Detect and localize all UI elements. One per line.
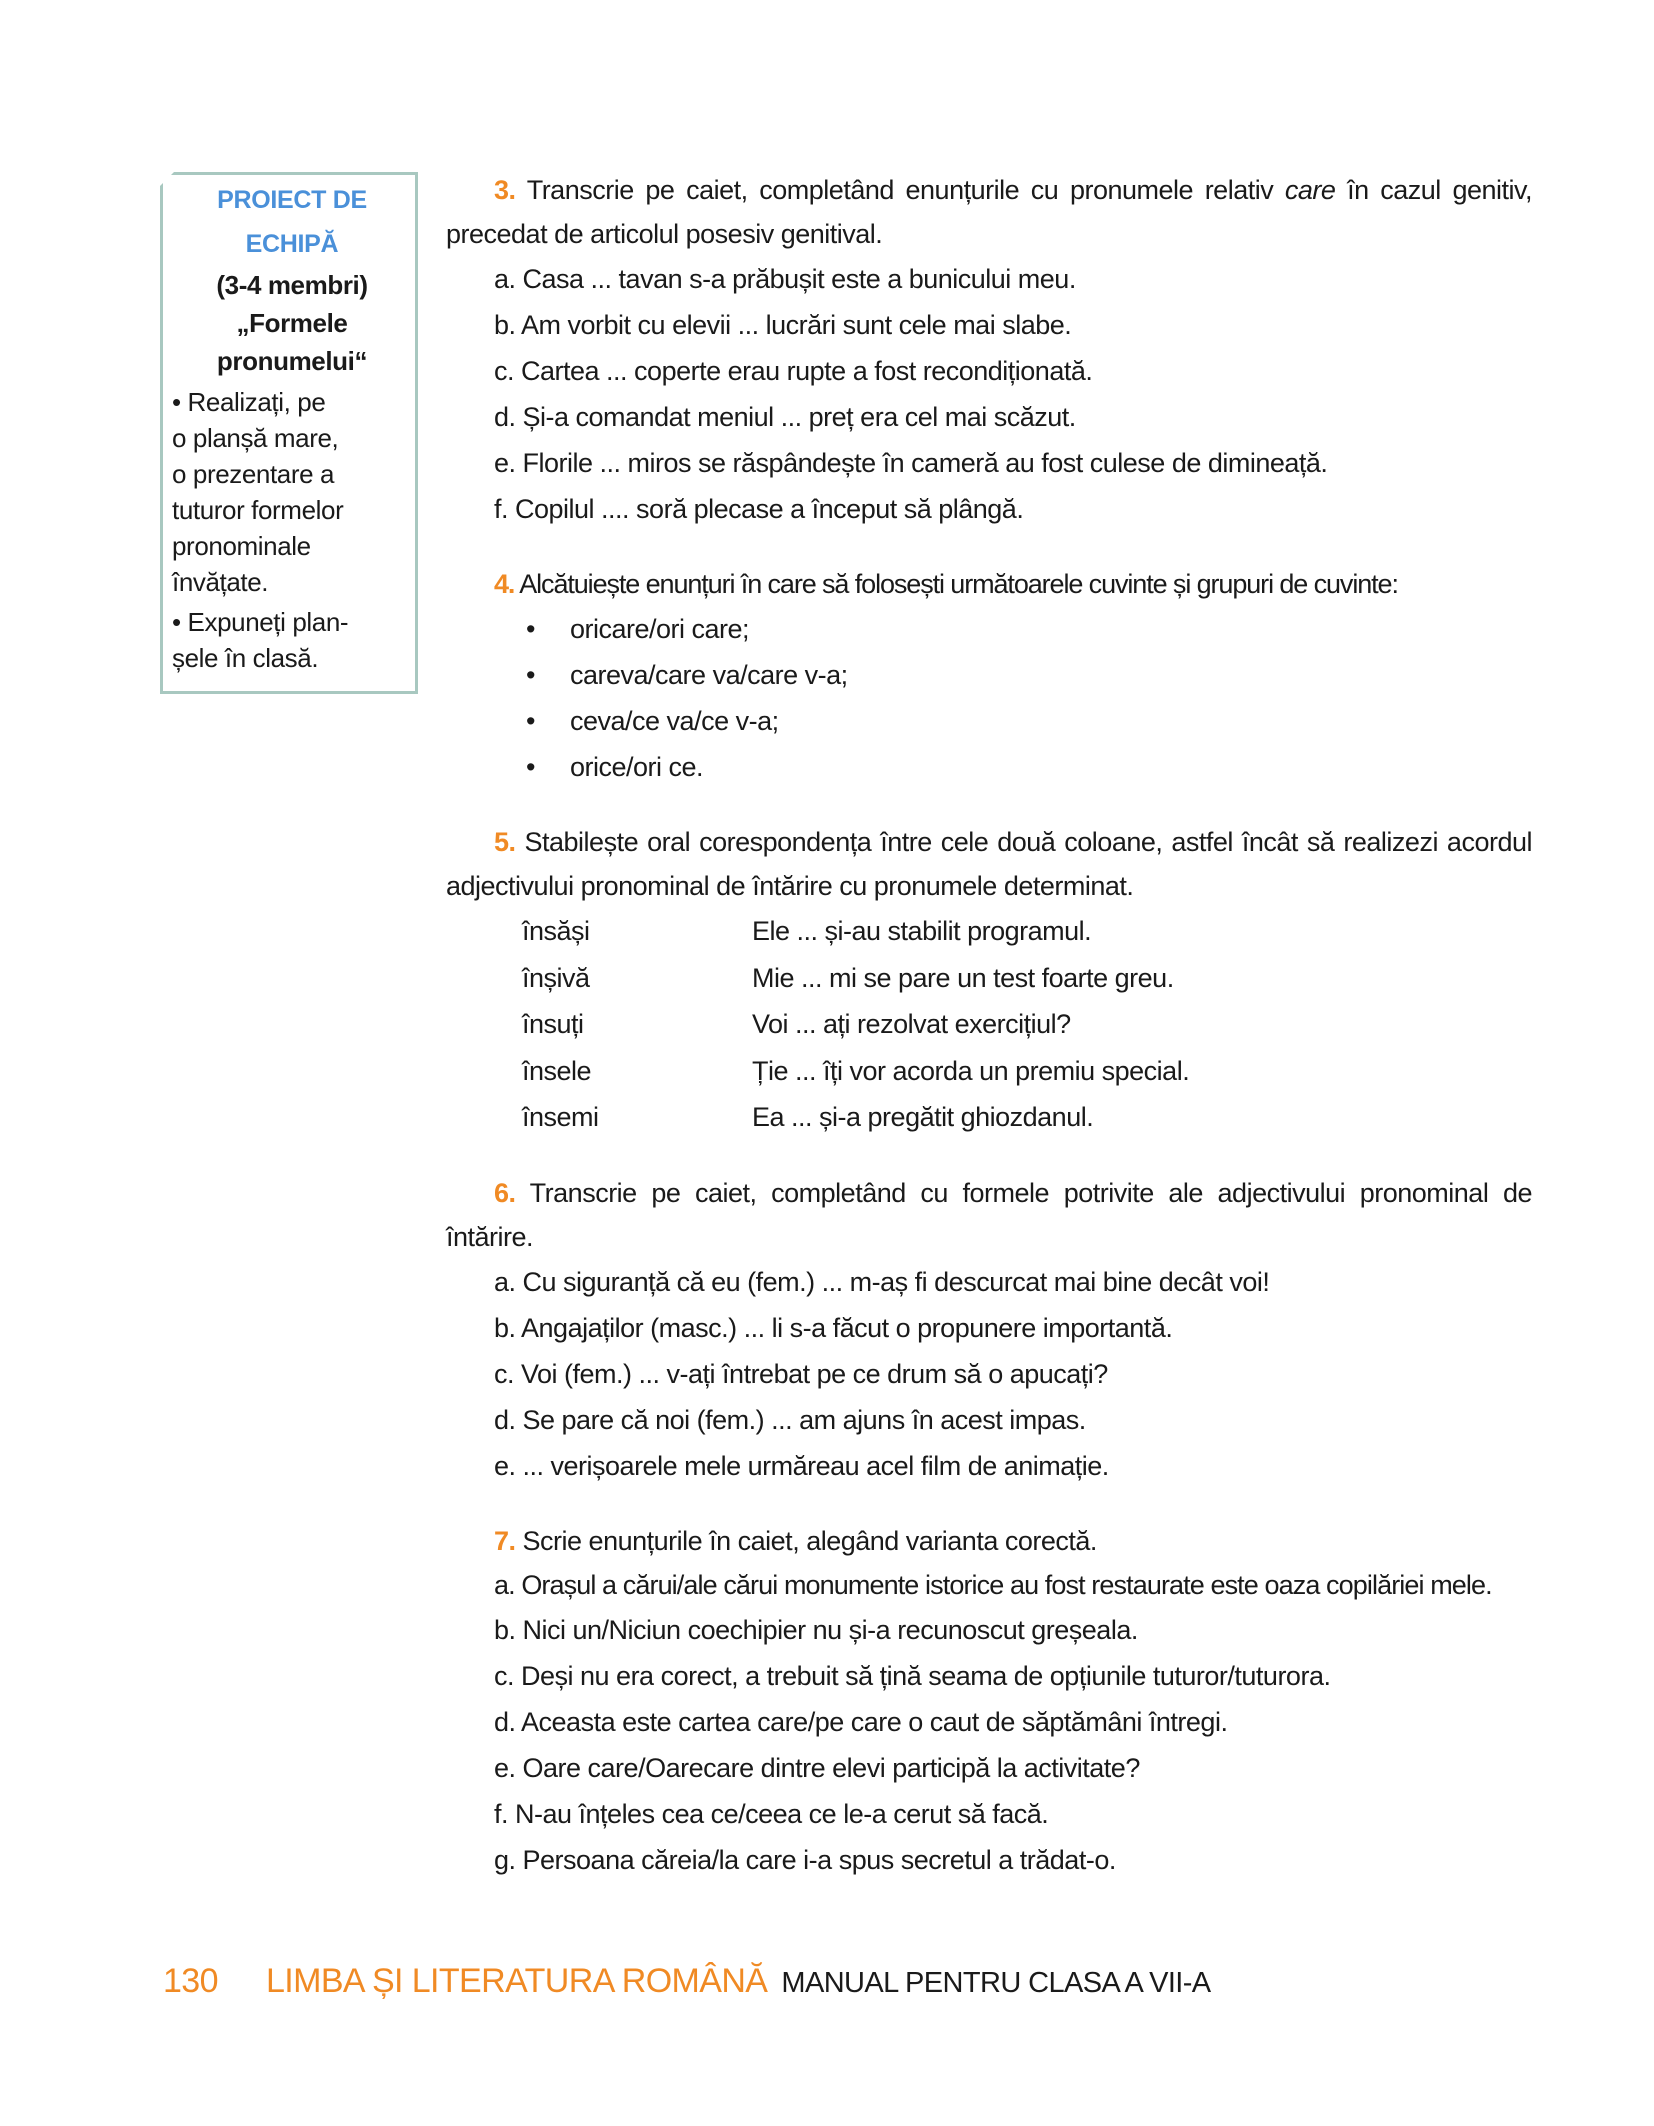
- list-item-text: oricare/ori care;: [570, 614, 750, 644]
- bullet-line: pronominale: [172, 531, 311, 561]
- exercises-column: [446, 168, 1532, 1883]
- list-item: [446, 744, 1532, 790]
- list-item-text: orice/ori ce.: [570, 752, 704, 782]
- project-bullet-2: [172, 604, 412, 676]
- exercise-4: [446, 562, 1532, 790]
- book-title: LIMBA ȘI LITERATURA ROMÂNĂ: [265, 1962, 768, 2000]
- exercise-item: a. Cu siguranță că eu (fem.) ... m-aș fi descurcat mai bine decât voi!: [494, 1266, 1270, 1297]
- exercise-item: b. Am vorbit cu elevii ... lucrări sunt cele mai slabe.: [494, 310, 1072, 340]
- exercise-item: g. Persoana căreia/la care i-a spus secretul a trădat-o.: [494, 1844, 1116, 1875]
- project-bullet-1: [172, 384, 412, 600]
- exercise-item: a. Casa ... tavan s-a prăbușit este a bunicului meu.: [494, 264, 1076, 294]
- list-item-text: careva/care va/care v-a;: [570, 660, 848, 690]
- exercise-item: f. N-au înțeles cea ce/ceea ce le-a cerut să facă.: [494, 1798, 1049, 1829]
- right-column-cell: Voi ... ați rezolvat exercițiul?: [752, 1009, 1071, 1039]
- left-column-cell: însemi: [522, 1102, 599, 1132]
- exercise-number: 3.: [494, 175, 516, 205]
- left-column-cell: însuți: [522, 1009, 584, 1039]
- bullet-icon: •: [526, 614, 535, 644]
- prompt-text: în cazul genitiv, precedat de articolul posesiv genitival.: [446, 175, 1532, 249]
- prompt-text: Transcrie pe caiet, completând enunțurile cu pronumele relativ: [515, 175, 1285, 205]
- matching-row: [446, 1094, 1532, 1141]
- project-title-line2: ECHIPĂ: [245, 230, 339, 258]
- left-column-cell: înșivă: [522, 962, 590, 993]
- bullet-icon: •: [526, 706, 535, 736]
- exercise-item: c. Cartea ... coperte erau rupte a fost recondiționată.: [494, 356, 1093, 386]
- exercise-item: d. Și-a comandat meniul ... preț era cel mai scăzut.: [494, 402, 1076, 432]
- team-project-content: [172, 178, 412, 676]
- left-column-cell: însele: [522, 1055, 592, 1086]
- page-footer: [163, 1962, 1211, 2001]
- exercise-item: b. Nici un/Niciun coechipier nu și-a recunoscut greșeala.: [494, 1614, 1138, 1645]
- exercise-7: [446, 1519, 1532, 1883]
- exercise-number: 6.: [494, 1177, 516, 1208]
- matching-row: [446, 955, 1532, 1002]
- exercise-number: 7.: [494, 1525, 516, 1556]
- exercise-5-prompt: [446, 820, 1532, 908]
- matching-row: [446, 908, 1532, 955]
- exercise-7-prompt: [446, 1519, 1532, 1563]
- exercise-4-prompt: [446, 562, 1532, 606]
- bullet-line: o planșă mare,: [172, 423, 339, 453]
- project-theme-line2: pronumelui“: [216, 346, 368, 376]
- bullet-line: șele în clasă.: [172, 643, 319, 673]
- exercise-item: b. Angajaților (masc.) ... li s-a făcut o propunere importantă.: [494, 1312, 1173, 1343]
- exercise-item: e. ... verișoarele mele urmăreau acel film de animație.: [494, 1450, 1109, 1481]
- right-column-cell: Mie ... mi se pare un test foarte greu.: [752, 962, 1174, 993]
- bullet-line: învățate.: [172, 567, 269, 597]
- bullet-icon: •: [526, 660, 535, 690]
- prompt-text: Transcrie pe caiet, completând cu formele potrivite ale adjectivului pronominal de întărire.: [446, 1177, 1532, 1252]
- exercise-5: [446, 820, 1532, 1141]
- matching-row: [446, 1048, 1532, 1095]
- project-title-line1: PROIECT DE: [217, 186, 367, 214]
- exercise-6: [446, 1171, 1532, 1489]
- book-subtitle: MANUAL PENTRU CLASA A VII-A: [781, 1967, 1211, 1999]
- prompt-italic: care: [1284, 175, 1336, 205]
- list-item: [446, 652, 1532, 698]
- exercise-3-prompt: [446, 168, 1532, 256]
- exercise-6-prompt: [446, 1171, 1532, 1259]
- prompt-text: Stabilește oral corespondența între cele două coloane, astfel încât să realizezi acordul adjectivului pronominal de întărire cu pronumele determinat.: [446, 827, 1532, 901]
- list-item-text: ceva/ce va/ce v-a;: [570, 706, 779, 736]
- bullet-line: • Expuneți plan-: [172, 607, 349, 637]
- exercise-number: 4.: [494, 569, 515, 599]
- exercise-item: e. Florile ... miros se răspândește în cameră au fost culese de dimineață.: [494, 448, 1328, 478]
- bullet-icon: •: [526, 752, 535, 782]
- exercise-item: c. Voi (fem.) ... v-ați întrebat pe ce drum să o apucați?: [494, 1358, 1108, 1389]
- exercise-item: e. Oare care/Oarecare dintre elevi participă la activitate?: [494, 1752, 1140, 1783]
- word-list: [446, 606, 1532, 790]
- left-column-cell: însăși: [522, 916, 590, 946]
- exercise-3: [446, 168, 1532, 532]
- bullet-line: tuturor formelor: [172, 495, 344, 525]
- prompt-text: Scrie enunțurile în caiet, alegând varianta corectă.: [515, 1525, 1097, 1556]
- matching-row: [446, 1001, 1532, 1048]
- exercise-item: d. Aceasta este cartea care/pe care o caut de săptămâni întregi.: [494, 1706, 1228, 1737]
- matching-columns: [446, 908, 1532, 1141]
- prompt-text: Alcătuiește enunțuri în care să folosești următoarele cuvinte și grupuri de cuvinte:: [514, 569, 1398, 599]
- exercise-item: d. Se pare că noi (fem.) ... am ajuns în acest impas.: [494, 1404, 1086, 1435]
- list-item: [446, 606, 1532, 652]
- right-column-cell: Ele ... și-au stabilit programul.: [752, 916, 1092, 946]
- list-item: [446, 698, 1532, 744]
- exercise-number: 5.: [494, 827, 516, 857]
- project-members: (3-4 membri): [216, 270, 368, 300]
- project-theme-line1: „Formele: [236, 308, 348, 338]
- exercise-item: f. Copilul .... soră plecase a început să plângă.: [494, 494, 1024, 524]
- page-number: 130: [163, 1962, 218, 2000]
- exercise-item: a. Orașul a cărui/ale cărui monumente istorice au fost restaurate este oaza copilăriei mele.: [494, 1569, 1492, 1600]
- right-column-cell: Ție ... îți vor acorda un premiu special.: [752, 1055, 1190, 1086]
- bullet-line: • Realizați, pe: [172, 387, 326, 417]
- right-column-cell: Ea ... și-a pregătit ghiozdanul.: [752, 1102, 1094, 1132]
- bullet-line: o prezentare a: [172, 459, 335, 489]
- exercise-item: c. Deși nu era corect, a trebuit să țină seama de opțiunile tuturor/tuturora.: [494, 1660, 1331, 1691]
